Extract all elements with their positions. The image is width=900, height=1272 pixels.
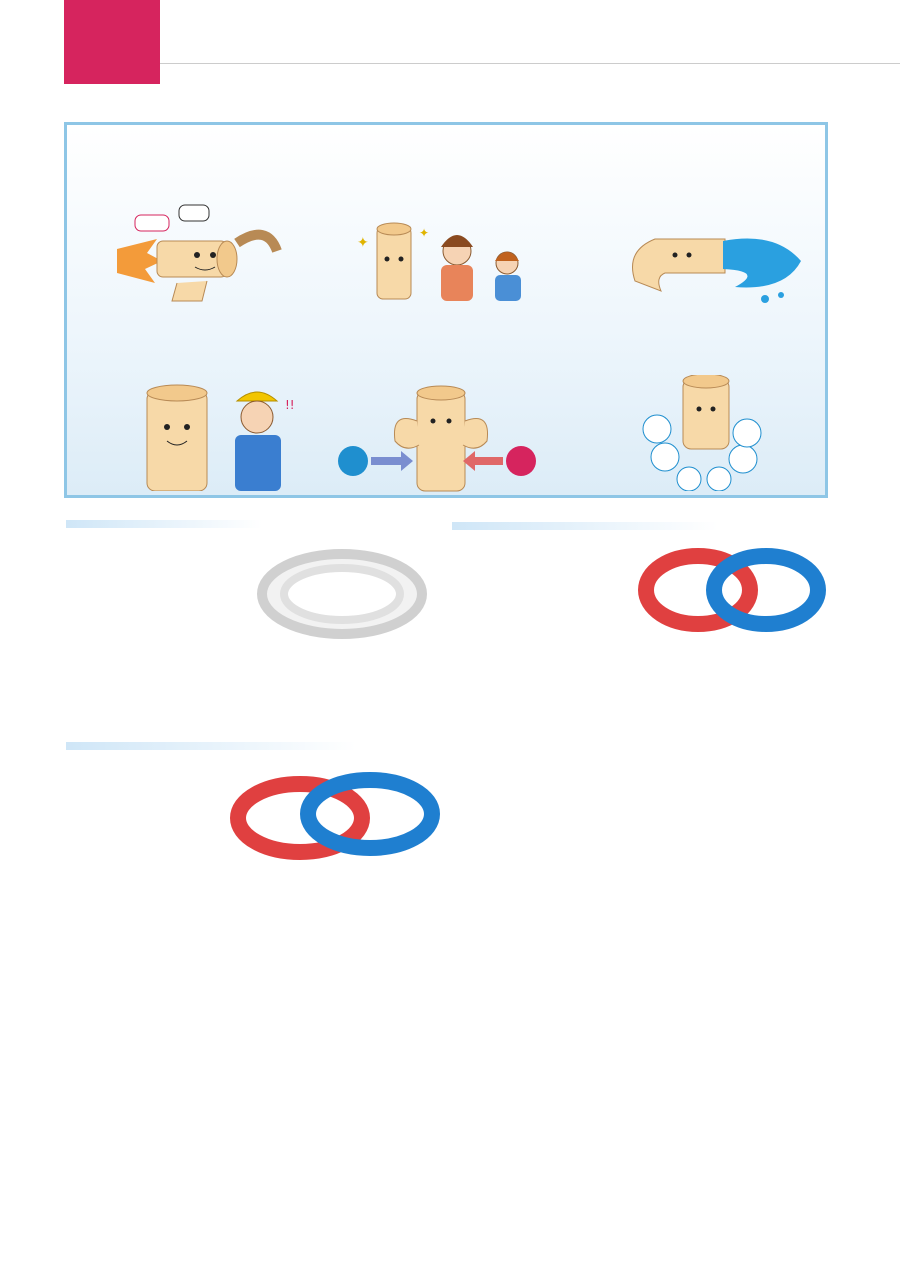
white-pipe-coil-image (256, 548, 428, 640)
feature-chlorine (589, 317, 813, 323)
header-divider (160, 63, 900, 64)
feature-workability (85, 317, 315, 323)
features-panel (64, 122, 828, 498)
pre-pipe-coil-image (230, 770, 440, 860)
insulated-pipe-coil-image (636, 548, 826, 634)
chlorine-illustration (639, 375, 789, 491)
pex-section-title (66, 520, 262, 528)
feature-heat-resistance (85, 143, 315, 149)
heat-pipe-illustration (117, 203, 287, 303)
page-title (64, 0, 160, 84)
insulated-section-title (452, 522, 718, 530)
flow-illustration (615, 221, 815, 311)
svg-text:!!: !! (285, 398, 295, 412)
hygiene-illustration (337, 217, 547, 307)
feature-flow (589, 143, 813, 149)
workability-illustration (127, 381, 317, 491)
pre-section-title (66, 742, 356, 750)
svg-text:✦: ✦ (419, 226, 430, 240)
insulation-illustration (335, 381, 545, 493)
feature-insulation (337, 317, 567, 323)
svg-text:✦: ✦ (357, 235, 369, 251)
feature-hygiene (337, 143, 567, 149)
